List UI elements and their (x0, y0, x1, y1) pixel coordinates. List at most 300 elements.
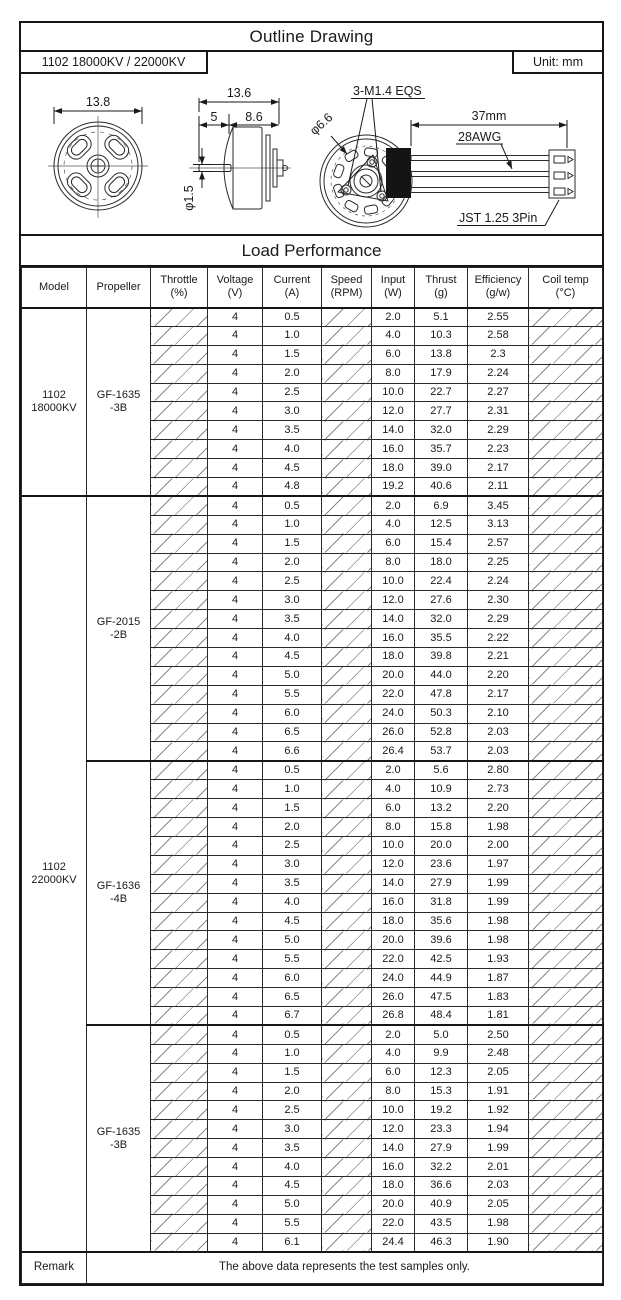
voltage-cell: 4 (208, 440, 263, 459)
coil-temp-cell (529, 931, 603, 950)
current-cell: 4.0 (263, 1158, 322, 1177)
throttle-cell (151, 799, 208, 818)
throttle-cell (151, 1006, 208, 1025)
throttle-cell (151, 780, 208, 799)
col-header-propeller: Propeller (87, 268, 151, 308)
wire-sleeve (386, 148, 411, 198)
current-cell: 3.0 (263, 402, 322, 421)
input-cell: 22.0 (372, 1214, 415, 1233)
speed-cell (322, 1176, 372, 1195)
thrust-cell: 27.7 (415, 402, 468, 421)
voltage-cell: 4 (208, 931, 263, 950)
throttle-cell (151, 874, 208, 893)
throttle-cell (151, 383, 208, 402)
current-cell: 5.0 (263, 1195, 322, 1214)
throttle-cell (151, 421, 208, 440)
current-cell: 4.5 (263, 459, 322, 478)
front-view (48, 95, 148, 218)
speed-cell (322, 326, 372, 345)
voltage-cell: 4 (208, 515, 263, 534)
input-cell: 8.0 (372, 364, 415, 383)
remark-row (22, 1252, 603, 1283)
efficiency-cell: 2.25 (468, 553, 529, 572)
voltage-cell: 4 (208, 326, 263, 345)
efficiency-cell: 2.24 (468, 364, 529, 383)
voltage-cell: 4 (208, 1063, 263, 1082)
speed-cell (322, 459, 372, 478)
propeller-cell: GF-1635 -3B (87, 308, 151, 497)
coil-temp-cell (529, 478, 603, 497)
current-cell: 1.0 (263, 326, 322, 345)
efficiency-cell: 2.11 (468, 478, 529, 497)
current-cell: 3.0 (263, 1120, 322, 1139)
speed-cell (322, 761, 372, 780)
efficiency-cell: 2.21 (468, 648, 529, 667)
input-cell: 22.0 (372, 950, 415, 969)
speed-cell (322, 1120, 372, 1139)
outline-drawing-figure (21, 74, 602, 234)
current-cell: 5.5 (263, 950, 322, 969)
thrust-cell: 23.3 (415, 1120, 468, 1139)
coil-temp-cell (529, 496, 603, 515)
model-subtitle: 1102 18000KV / 22000KV (21, 52, 208, 74)
thrust-cell: 39.6 (415, 931, 468, 950)
input-cell: 18.0 (372, 1176, 415, 1195)
throttle-cell (151, 496, 208, 515)
speed-cell (322, 515, 372, 534)
current-cell: 4.5 (263, 1176, 322, 1195)
current-cell: 6.7 (263, 1006, 322, 1025)
voltage-cell: 4 (208, 1082, 263, 1101)
throttle-cell (151, 1082, 208, 1101)
throttle-cell (151, 742, 208, 761)
thrust-cell: 18.0 (415, 553, 468, 572)
thrust-cell: 47.5 (415, 988, 468, 1007)
efficiency-cell: 2.10 (468, 704, 529, 723)
throttle-cell (151, 1101, 208, 1120)
input-cell: 6.0 (372, 345, 415, 364)
efficiency-cell: 2.29 (468, 610, 529, 629)
throttle-cell (151, 1063, 208, 1082)
coil-temp-cell (529, 402, 603, 421)
voltage-cell: 4 (208, 345, 263, 364)
throttle-cell (151, 912, 208, 931)
speed-cell (322, 950, 372, 969)
col-header-current: Current (A) (263, 268, 322, 308)
speed-cell (322, 723, 372, 742)
current-cell: 3.5 (263, 1139, 322, 1158)
input-cell: 26.0 (372, 988, 415, 1007)
speed-cell (322, 931, 372, 950)
coil-temp-cell (529, 308, 603, 327)
efficiency-cell: 2.20 (468, 666, 529, 685)
coil-temp-cell (529, 685, 603, 704)
speed-cell (322, 1139, 372, 1158)
wire-gauge-label: 28AWG (458, 130, 502, 144)
throttle-cell (151, 761, 208, 780)
thrust-cell: 10.9 (415, 780, 468, 799)
input-cell: 4.0 (372, 1044, 415, 1063)
voltage-cell: 4 (208, 534, 263, 553)
input-cell: 22.0 (372, 685, 415, 704)
efficiency-cell: 1.98 (468, 1214, 529, 1233)
coil-temp-cell (529, 1233, 603, 1252)
coil-temp-cell (529, 534, 603, 553)
current-cell: 6.5 (263, 723, 322, 742)
efficiency-cell: 2.73 (468, 780, 529, 799)
coil-temp-cell (529, 1063, 603, 1082)
voltage-cell: 4 (208, 969, 263, 988)
voltage-cell: 4 (208, 383, 263, 402)
efficiency-cell: 2.50 (468, 1025, 529, 1044)
throttle-cell (151, 855, 208, 874)
coil-temp-cell (529, 610, 603, 629)
model-cell: 1102 18000KV (22, 308, 87, 497)
coil-temp-cell (529, 629, 603, 648)
col-header-thrust: Thrust (g) (415, 268, 468, 308)
throttle-cell (151, 326, 208, 345)
voltage-cell: 4 (208, 421, 263, 440)
input-cell: 12.0 (372, 591, 415, 610)
load-table (21, 267, 603, 1284)
efficiency-cell: 2.80 (468, 761, 529, 780)
col-header-input: Input (W) (372, 268, 415, 308)
input-cell: 12.0 (372, 402, 415, 421)
efficiency-cell: 2.03 (468, 723, 529, 742)
throttle-cell (151, 1044, 208, 1063)
coil-temp-cell (529, 874, 603, 893)
voltage-cell: 4 (208, 591, 263, 610)
thrust-cell: 27.9 (415, 874, 468, 893)
speed-cell (322, 1006, 372, 1025)
jst-connector (549, 150, 575, 198)
remark-text: The above data represents the test samples only. (87, 1252, 603, 1283)
current-cell: 0.5 (263, 308, 322, 327)
coil-temp-cell (529, 1176, 603, 1195)
input-cell: 4.0 (372, 515, 415, 534)
input-cell: 19.2 (372, 478, 415, 497)
propeller-cell: GF-1636 -4B (87, 761, 151, 1025)
speed-cell (322, 836, 372, 855)
thrust-cell: 22.7 (415, 383, 468, 402)
voltage-cell: 4 (208, 893, 263, 912)
thrust-cell: 47.8 (415, 685, 468, 704)
unit-label: Unit: mm (512, 52, 602, 74)
efficiency-cell: 2.3 (468, 345, 529, 364)
thrust-cell: 36.6 (415, 1176, 468, 1195)
coil-temp-cell (529, 950, 603, 969)
efficiency-cell: 1.91 (468, 1082, 529, 1101)
input-cell: 24.0 (372, 704, 415, 723)
thrust-cell: 5.1 (415, 308, 468, 327)
input-cell: 14.0 (372, 610, 415, 629)
voltage-cell: 4 (208, 950, 263, 969)
wire-length-label: 37mm (471, 109, 507, 123)
speed-cell (322, 383, 372, 402)
speed-cell (322, 572, 372, 591)
thrust-cell: 39.8 (415, 648, 468, 667)
input-cell: 2.0 (372, 761, 415, 780)
current-cell: 4.8 (263, 478, 322, 497)
throttle-cell (151, 969, 208, 988)
table-body (22, 308, 603, 1253)
coil-temp-cell (529, 1158, 603, 1177)
speed-cell (322, 648, 372, 667)
efficiency-cell: 1.98 (468, 912, 529, 931)
coil-temp-cell (529, 421, 603, 440)
voltage-cell: 4 (208, 648, 263, 667)
coil-temp-cell (529, 799, 603, 818)
efficiency-cell: 2.17 (468, 685, 529, 704)
efficiency-cell: 2.27 (468, 383, 529, 402)
speed-cell (322, 799, 372, 818)
input-cell: 26.4 (372, 742, 415, 761)
thrust-cell: 13.8 (415, 345, 468, 364)
coil-temp-cell (529, 1120, 603, 1139)
thrust-cell: 15.8 (415, 818, 468, 837)
throttle-cell (151, 1025, 208, 1044)
current-cell: 4.0 (263, 629, 322, 648)
col-header-speed: Speed (RPM) (322, 268, 372, 308)
current-cell: 6.1 (263, 1233, 322, 1252)
voltage-cell: 4 (208, 496, 263, 515)
coil-temp-cell (529, 515, 603, 534)
speed-cell (322, 553, 372, 572)
efficiency-cell: 2.48 (468, 1044, 529, 1063)
input-cell: 6.0 (372, 534, 415, 553)
voltage-cell: 4 (208, 704, 263, 723)
input-cell: 24.4 (372, 1233, 415, 1252)
throttle-cell (151, 553, 208, 572)
efficiency-cell: 3.45 (468, 496, 529, 515)
input-cell: 26.0 (372, 723, 415, 742)
throttle-cell (151, 1158, 208, 1177)
throttle-cell (151, 893, 208, 912)
input-cell: 6.0 (372, 799, 415, 818)
remark-label: Remark (22, 1252, 87, 1283)
current-cell: 5.5 (263, 1214, 322, 1233)
thrust-cell: 39.0 (415, 459, 468, 478)
col-header-throttle: Throttle (%) (151, 268, 208, 308)
coil-temp-cell (529, 1195, 603, 1214)
efficiency-cell: 2.23 (468, 440, 529, 459)
thrust-cell: 5.0 (415, 1025, 468, 1044)
efficiency-cell: 1.99 (468, 874, 529, 893)
efficiency-cell: 1.97 (468, 855, 529, 874)
voltage-cell: 4 (208, 610, 263, 629)
current-cell: 1.5 (263, 799, 322, 818)
current-cell: 2.0 (263, 1082, 322, 1101)
speed-cell (322, 1044, 372, 1063)
throttle-cell (151, 1139, 208, 1158)
side-shaft-dim-label: 5 (210, 110, 218, 124)
voltage-cell: 4 (208, 874, 263, 893)
thrust-cell: 43.5 (415, 1214, 468, 1233)
connector-label: JST 1.25 3Pin (459, 211, 538, 225)
coil-temp-cell (529, 648, 603, 667)
voltage-cell: 4 (208, 629, 263, 648)
efficiency-cell: 2.20 (468, 799, 529, 818)
voltage-cell: 4 (208, 666, 263, 685)
voltage-cell: 4 (208, 1044, 263, 1063)
voltage-cell: 4 (208, 912, 263, 931)
input-cell: 14.0 (372, 1139, 415, 1158)
thrust-cell: 40.6 (415, 478, 468, 497)
efficiency-cell: 2.03 (468, 1176, 529, 1195)
throttle-cell (151, 345, 208, 364)
speed-cell (322, 704, 372, 723)
efficiency-cell: 2.57 (468, 534, 529, 553)
col-header-efficiency: Efficiency (g/w) (468, 268, 529, 308)
current-cell: 2.0 (263, 364, 322, 383)
voltage-cell: 4 (208, 761, 263, 780)
col-header-coil-temp: Coil temp (°C) (529, 268, 603, 308)
current-cell: 3.0 (263, 591, 322, 610)
throttle-cell (151, 1176, 208, 1195)
thrust-cell: 44.9 (415, 969, 468, 988)
coil-temp-cell (529, 988, 603, 1007)
voltage-cell: 4 (208, 1139, 263, 1158)
efficiency-cell: 2.17 (468, 459, 529, 478)
coil-temp-cell (529, 742, 603, 761)
efficiency-cell: 1.87 (468, 969, 529, 988)
current-cell: 4.5 (263, 912, 322, 931)
input-cell: 8.0 (372, 818, 415, 837)
input-cell: 12.0 (372, 1120, 415, 1139)
thrust-cell: 27.9 (415, 1139, 468, 1158)
current-cell: 3.5 (263, 610, 322, 629)
voltage-cell: 4 (208, 1101, 263, 1120)
model-cell: 1102 22000KV (22, 496, 87, 1252)
shaft-dia-label: φ1.5 (182, 185, 196, 211)
efficiency-cell: 1.93 (468, 950, 529, 969)
throttle-cell (151, 950, 208, 969)
input-cell: 18.0 (372, 459, 415, 478)
throttle-cell (151, 818, 208, 837)
speed-cell (322, 478, 372, 497)
front-width-dim-label: 13.8 (85, 95, 111, 109)
coil-temp-cell (529, 326, 603, 345)
coil-temp-cell (529, 704, 603, 723)
voltage-cell: 4 (208, 742, 263, 761)
coil-temp-cell (529, 912, 603, 931)
speed-cell (322, 421, 372, 440)
input-cell: 26.8 (372, 1006, 415, 1025)
efficiency-cell: 1.83 (468, 988, 529, 1007)
thrust-cell: 52.8 (415, 723, 468, 742)
side-total-dim-label: 13.6 (226, 86, 252, 100)
col-header-model: Model (22, 268, 87, 308)
thrust-cell: 27.6 (415, 591, 468, 610)
coil-temp-cell (529, 818, 603, 837)
outline-drawing-title: Outline Drawing (21, 23, 602, 52)
throttle-cell (151, 572, 208, 591)
voltage-cell: 4 (208, 988, 263, 1007)
current-cell: 1.5 (263, 345, 322, 364)
efficiency-cell: 2.03 (468, 742, 529, 761)
efficiency-cell: 1.90 (468, 1233, 529, 1252)
thrust-cell: 17.9 (415, 364, 468, 383)
efficiency-cell: 1.98 (468, 931, 529, 950)
efficiency-cell: 3.13 (468, 515, 529, 534)
input-cell: 16.0 (372, 1158, 415, 1177)
efficiency-cell: 2.30 (468, 591, 529, 610)
speed-cell (322, 1082, 372, 1101)
mount-dia-label: φ6.6 (307, 110, 336, 138)
table-row (22, 761, 603, 780)
input-cell: 2.0 (372, 496, 415, 515)
input-cell: 16.0 (372, 629, 415, 648)
throttle-cell (151, 440, 208, 459)
efficiency-cell: 2.00 (468, 836, 529, 855)
speed-cell (322, 969, 372, 988)
efficiency-cell: 1.92 (468, 1101, 529, 1120)
voltage-cell: 4 (208, 402, 263, 421)
current-cell: 0.5 (263, 1025, 322, 1044)
coil-temp-cell (529, 383, 603, 402)
table-header (22, 268, 603, 308)
throttle-cell (151, 723, 208, 742)
coil-temp-cell (529, 459, 603, 478)
thrust-cell: 15.3 (415, 1082, 468, 1101)
voltage-cell: 4 (208, 572, 263, 591)
input-cell: 18.0 (372, 912, 415, 931)
speed-cell (322, 666, 372, 685)
efficiency-cell: 1.99 (468, 1139, 529, 1158)
coil-temp-cell (529, 1101, 603, 1120)
throttle-cell (151, 591, 208, 610)
voltage-cell: 4 (208, 723, 263, 742)
voltage-cell: 4 (208, 1233, 263, 1252)
throttle-cell (151, 1214, 208, 1233)
efficiency-cell: 1.99 (468, 893, 529, 912)
efficiency-cell: 2.22 (468, 629, 529, 648)
thrust-cell: 6.9 (415, 496, 468, 515)
efficiency-cell: 1.81 (468, 1006, 529, 1025)
coil-temp-cell (529, 1044, 603, 1063)
speed-cell (322, 591, 372, 610)
current-cell: 6.6 (263, 742, 322, 761)
input-cell: 16.0 (372, 440, 415, 459)
motor-wires (411, 156, 549, 193)
throttle-cell (151, 308, 208, 327)
speed-cell (322, 893, 372, 912)
efficiency-cell: 2.31 (468, 402, 529, 421)
efficiency-cell: 2.05 (468, 1063, 529, 1082)
thrust-cell: 32.0 (415, 610, 468, 629)
thrust-cell: 5.6 (415, 761, 468, 780)
throttle-cell (151, 931, 208, 950)
coil-temp-cell (529, 969, 603, 988)
input-cell: 8.0 (372, 553, 415, 572)
current-cell: 5.0 (263, 666, 322, 685)
speed-cell (322, 780, 372, 799)
thrust-cell: 40.9 (415, 1195, 468, 1214)
voltage-cell: 4 (208, 478, 263, 497)
voltage-cell: 4 (208, 1214, 263, 1233)
input-cell: 8.0 (372, 1082, 415, 1101)
speed-cell (322, 1101, 372, 1120)
efficiency-cell: 2.55 (468, 308, 529, 327)
voltage-cell: 4 (208, 1120, 263, 1139)
throttle-cell (151, 1120, 208, 1139)
coil-temp-cell (529, 893, 603, 912)
current-cell: 4.0 (263, 440, 322, 459)
speed-cell (322, 440, 372, 459)
coil-temp-cell (529, 572, 603, 591)
input-cell: 10.0 (372, 836, 415, 855)
thrust-cell: 12.5 (415, 515, 468, 534)
